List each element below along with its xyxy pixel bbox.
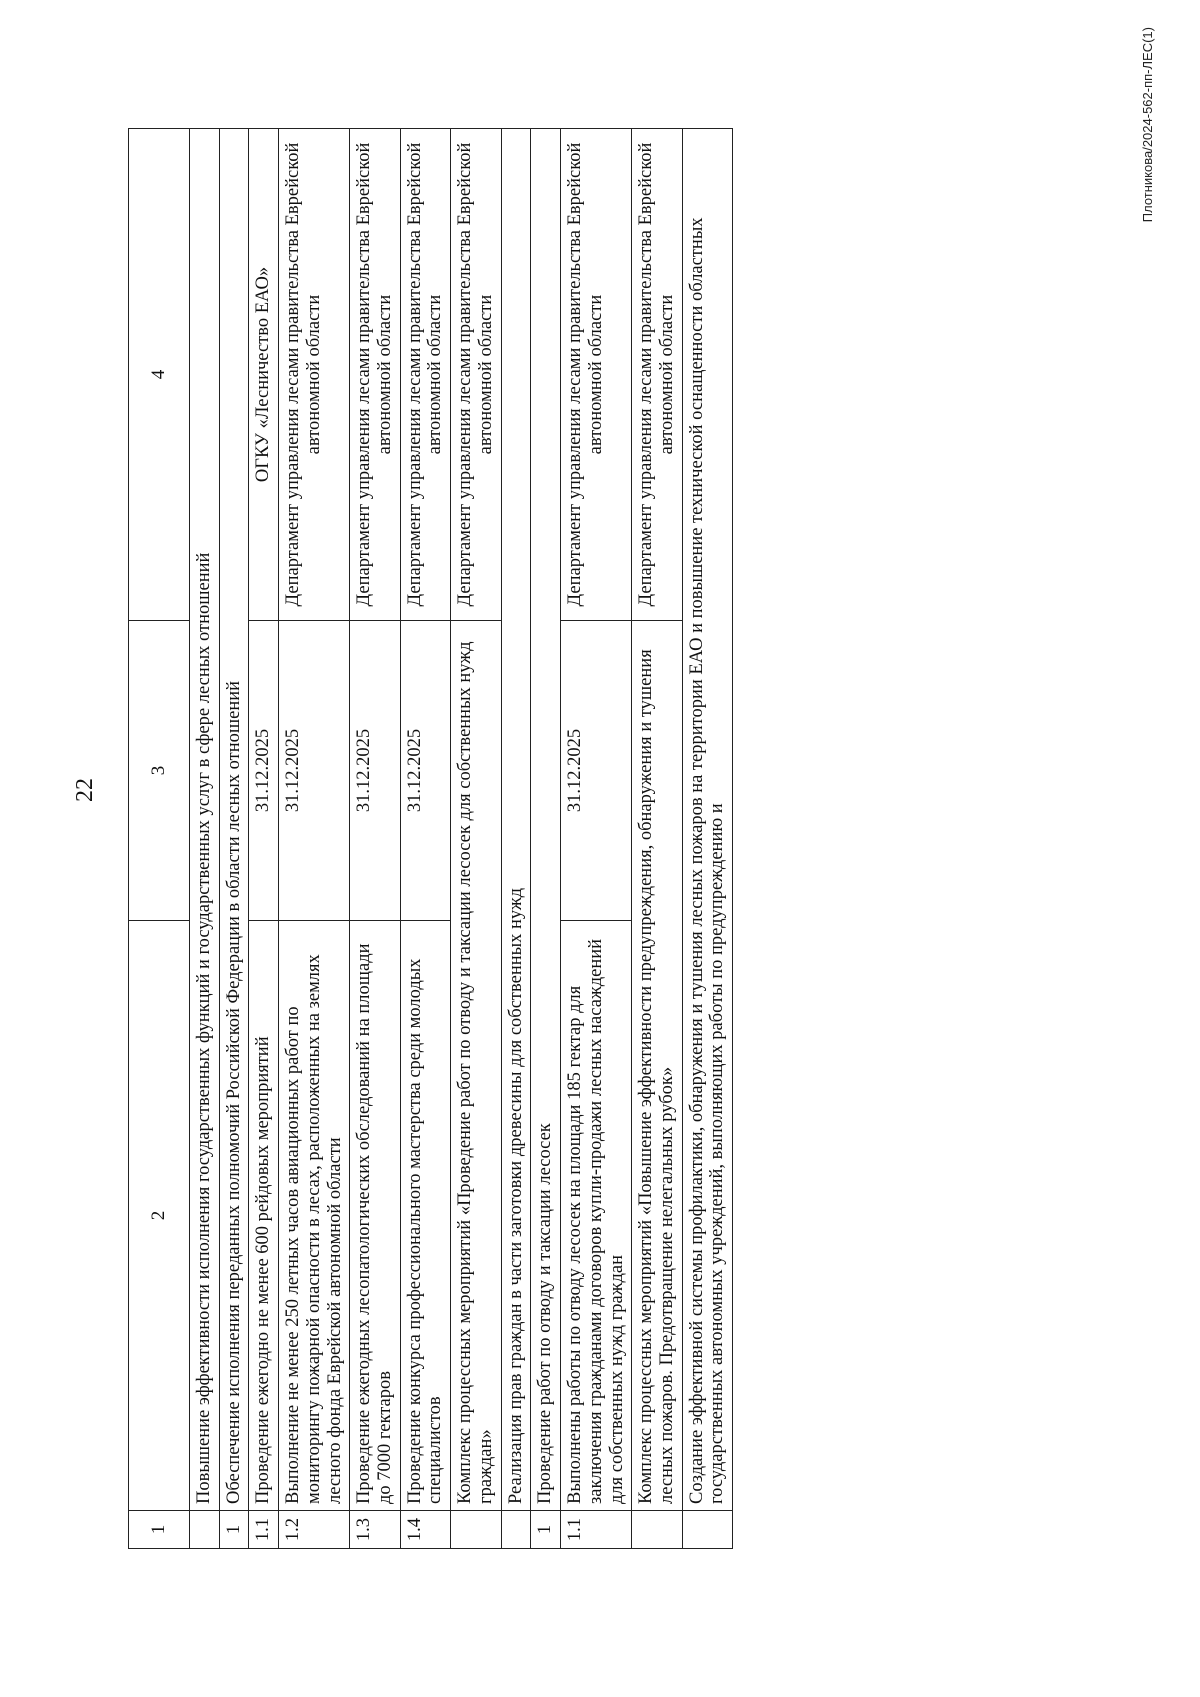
section-title-cell: Повышение эффективности исполнения государственных функций и государственных услуг в сфере лесных отношений	[190, 129, 220, 1511]
date-cell: 31.12.2025	[400, 621, 450, 921]
row-number-cell: 1.4	[400, 1511, 450, 1549]
responsible-cell: Департамент управления лесами правительства Еврейской автономной области	[279, 129, 350, 621]
table-row	[501, 129, 531, 1549]
section-title-cell: Проведение работ по отводу и таксации лесосек	[531, 129, 561, 1511]
section-title-cell: Обеспечение исполнения переданных полномочий Российской Федерации в области лесных отношений	[219, 129, 249, 1511]
table-row	[190, 129, 220, 1549]
table-row	[279, 129, 350, 1549]
row-number-cell: 1.3	[350, 1511, 400, 1549]
complex-title-cell: Комплекс процессных мероприятий «Повышение эффективности предупреждения, обнаружения и тушения лесных пожаров. Предотвращение нелегальных рубок»	[632, 621, 682, 1511]
table-header-row	[129, 129, 190, 1549]
measure-text-cell: Проведение ежегодных лесопатологических обследований на площади до 7000 гектаров	[350, 921, 400, 1511]
section-title-cell: Реализация прав граждан в части заготовки древесины для собственных нужд	[501, 129, 531, 1511]
section-title-cell: Создание эффективной системы профилактики, обнаружения и тушения лесных пожаров на территории ЕАО и повышение технической оснащенности областных государственных автономных учреждений, выполняющих работы по предупреждению и	[682, 129, 732, 1511]
table-row	[249, 129, 279, 1549]
date-cell: 31.12.2025	[561, 621, 632, 921]
date-cell: 31.12.2025	[249, 621, 279, 921]
table-row	[561, 129, 632, 1549]
responsible-cell: ОГКУ «Лесничество ЕАО»	[249, 129, 279, 621]
responsible-cell: Департамент управления лесами правительства Еврейской автономной области	[400, 129, 450, 621]
table-row	[682, 129, 732, 1549]
row-number-cell	[501, 1511, 531, 1549]
responsible-cell: Департамент управления лесами правительства Еврейской автономной области	[350, 129, 400, 621]
measure-text-cell: Проведение конкурса профессионального мастерства среди молодых специалистов	[400, 921, 450, 1511]
header-cell-4: 4	[129, 129, 190, 621]
row-number-cell	[632, 1511, 682, 1549]
row-number-cell	[682, 1511, 732, 1549]
row-number-cell	[190, 1511, 220, 1549]
document-id: Плотникова/2024-562-пп-ЛЕС(1)	[1140, 27, 1155, 223]
table-row	[350, 129, 400, 1549]
table-row	[531, 129, 561, 1549]
table-body	[129, 129, 733, 1549]
measure-text-cell: Выполнение не менее 250 летных часов авиационных работ по мониторингу пожарной опасности в лесах, расположенных на землях лесного фонда Еврейской автономной области	[279, 921, 350, 1511]
header-cell-1: 1	[129, 1511, 190, 1549]
header-cell-3: 3	[129, 621, 190, 921]
responsible-cell: Департамент управления лесами правительства Еврейской автономной области	[561, 129, 632, 621]
responsible-cell: Департамент управления лесами правительства Еврейской автономной области	[632, 129, 682, 621]
date-cell: 31.12.2025	[279, 621, 350, 921]
measure-text-cell: Проведение ежегодно не менее 600 рейдовых мероприятий	[249, 921, 279, 1511]
row-number-cell: 1.1	[561, 1511, 632, 1549]
date-cell: 31.12.2025	[350, 621, 400, 921]
measure-text-cell: Выполнены работы по отводу лесосек на площади 185 гектар для заключения гражданами договоров купли-продажи лесных насаждений для собственных нужд граждан	[561, 921, 632, 1511]
header-cell-2: 2	[129, 921, 190, 1511]
row-number-cell: 1.1	[249, 1511, 279, 1549]
measures-table	[128, 128, 733, 1549]
page-number: 22	[72, 778, 98, 802]
row-number-cell	[451, 1511, 501, 1549]
table-row	[632, 129, 682, 1549]
table-row	[219, 129, 249, 1549]
row-number-cell: 1	[219, 1511, 249, 1549]
row-number-cell: 1.2	[279, 1511, 350, 1549]
responsible-cell: Департамент управления лесами правительства Еврейской автономной области	[451, 129, 501, 621]
row-number-cell: 1	[531, 1511, 561, 1549]
table-row	[451, 129, 501, 1549]
complex-title-cell: Комплекс процессных мероприятий «Проведение работ по отводу и таксации лесосек для собственных нужд граждан»	[451, 621, 501, 1511]
table-row	[400, 129, 450, 1549]
